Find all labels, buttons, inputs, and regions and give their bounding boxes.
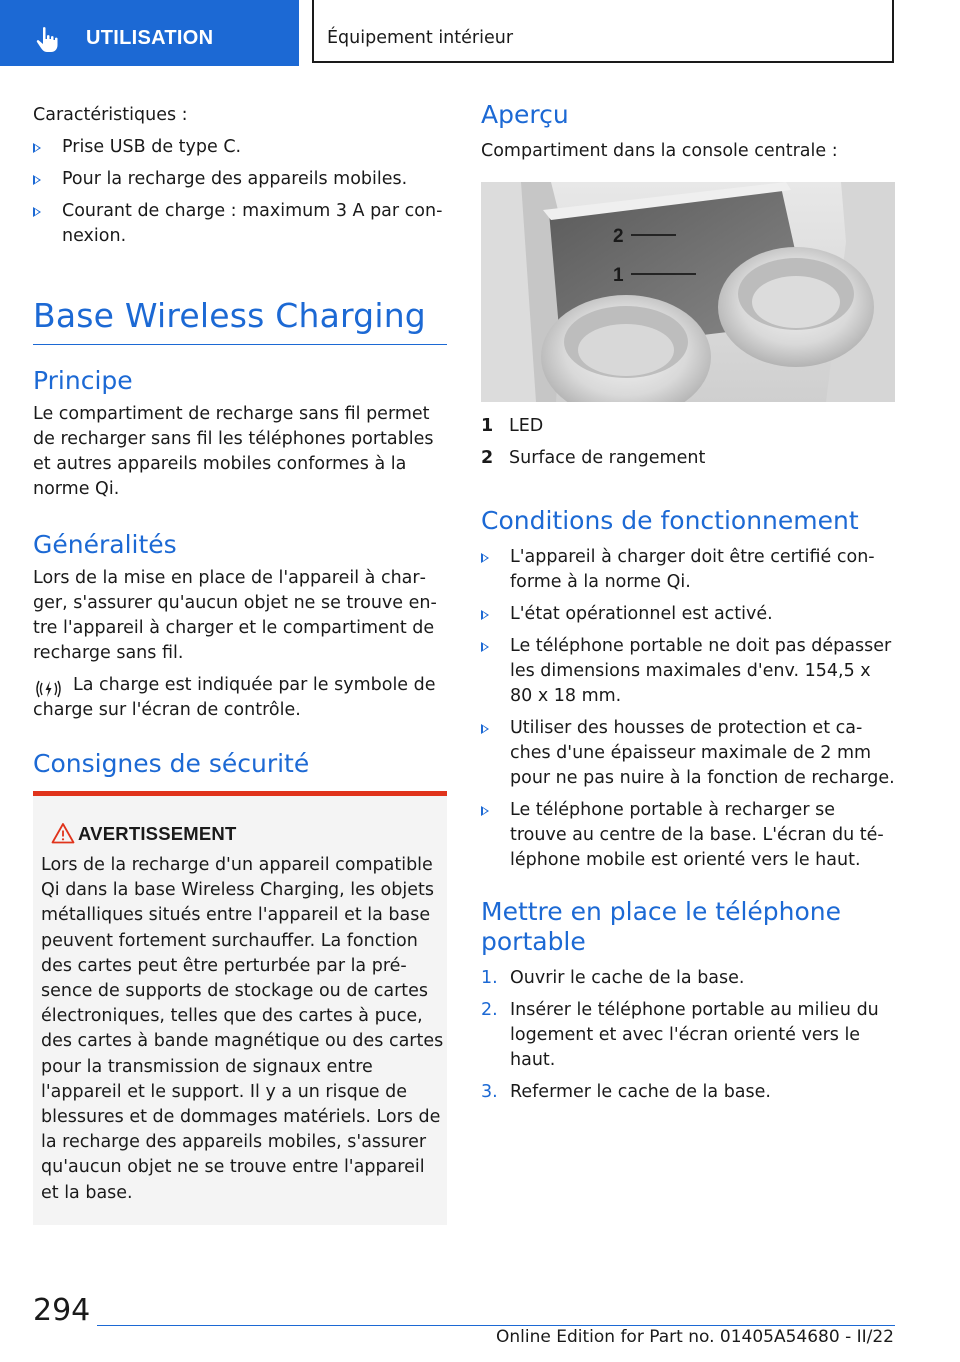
step-number: 1.: [481, 968, 498, 988]
principe-text: Le compartiment de recharge sans fil permet de recharger sans fil les téléphones portables et autres appareils mobiles conformes à la norme Qi.: [33, 404, 434, 499]
section-heading-wrapper: [33, 296, 447, 345]
page-number: 294: [33, 1293, 91, 1328]
step-number: 3.: [481, 1082, 498, 1102]
legend-number: 2: [481, 448, 494, 468]
placement-steps: [481, 966, 895, 1112]
step-number: 2.: [481, 1000, 498, 1020]
bullet-triangle-icon: [481, 724, 489, 734]
list-item: Prise USB de type C.: [33, 135, 447, 160]
conditions-heading: Conditions de fonctionnement: [481, 506, 859, 535]
chapter-tab[interactable]: [312, 0, 894, 63]
features-list: [33, 135, 447, 256]
list-item: Le téléphone portable ne doit pas dépasser les dimensions maximales d'env. 154,5 x 80 x 18 mm.: [481, 634, 895, 709]
photo-callout-2: 2: [613, 226, 624, 247]
section-label: UTILISATION: [86, 27, 214, 49]
charge-symbol-text: La charge est indiquée par le symbole de charge sur l'écran de contrôle.: [33, 675, 436, 720]
features-intro: Caractéristiques :: [33, 105, 188, 125]
wireless-charge-icon: [33, 678, 64, 700]
legend-number: 1: [481, 416, 494, 436]
console-compartment-photo: [481, 182, 895, 402]
apercu-text: Compartiment dans la console centrale :: [481, 141, 838, 161]
step-item: 1. Ouvrir le cache de la base.: [481, 966, 895, 991]
principe-heading: Principe: [33, 366, 133, 395]
step-item: 2. Insérer le téléphone portable au milieu du logement et avec l'écran orienté vers le haut.: [481, 1000, 879, 1070]
consignes-heading: Consignes de sécurité: [33, 749, 310, 778]
list-item: Utiliser des housses de protection et caches d'une épaisseur maximale de 2 mm pour ne pas nuire à la fonction de recharge.: [481, 716, 895, 791]
generalites-heading: Généralités: [33, 530, 177, 559]
list-item: Le téléphone portable à recharger se trouve au centre de la base. L'écran du téléphone mobile est orienté vers le haut.: [481, 798, 895, 873]
generalites-text: Lors de la mise en place de l'appareil à charger, s'assurer qu'aucun objet ne se trouve entre l'appareil à charger et le compartiment de recharge sans fil.: [33, 568, 437, 663]
list-item: Courant de charge : maximum 3 A par connexion.: [33, 199, 447, 249]
bullet-triangle-icon: [33, 175, 41, 185]
bullet-triangle-icon: [481, 642, 489, 652]
legend-label: Surface de rangement: [509, 448, 706, 468]
step-item: 3. Refermer le cache de la base.: [481, 1080, 895, 1105]
warning-text: Lors de la recharge d'un appareil compatible Qi dans la base Wireless Charging, les objets métalliques situés entre l'appareil et la base peuvent fortement surchauffer. La fonction des cartes peut être perturbée par la présence de supports de stockage ou de cartes électroniques, telles que des cartes à puce, des cartes à bande magnétique ou des cartes pour la transmission de signaux entre l'appareil et le support. Il y a un risque de blessures et de dommages matériels. Lors de la recharge des appareils mobiles, s'assurer qu'aucun objet ne se trouve entre l'appareil et la base.: [41, 855, 444, 1203]
legend-label: LED: [509, 416, 544, 436]
section-heading: Base Wireless Charging: [33, 296, 426, 335]
charge-symbol-paragraph: [33, 673, 443, 723]
bullet-triangle-icon: [481, 553, 489, 563]
hand-pointer-icon: [34, 26, 64, 54]
page-header: [0, 0, 960, 66]
bullet-triangle-icon: [33, 207, 41, 217]
footer-divider: [97, 1325, 895, 1326]
chapter-label: Équipement intérieur: [327, 28, 514, 48]
conditions-list: [481, 545, 895, 880]
edition-note: Online Edition for Part no. 01405A54680 - II/22: [495, 1327, 894, 1347]
bullet-triangle-icon: [481, 610, 489, 620]
apercu-heading: Aperçu: [481, 100, 569, 129]
section-tab[interactable]: [0, 0, 299, 66]
list-item: Pour la recharge des appareils mobiles.: [33, 167, 447, 192]
placement-heading: Mettre en place le téléphone portable: [481, 897, 842, 956]
list-item: L'état opérationnel est activé.: [481, 602, 895, 627]
photo-callout-1: 1: [613, 265, 624, 286]
list-item: L'appareil à charger doit être certifié conforme à la norme Qi.: [481, 545, 895, 595]
warning-triangle-icon: [51, 822, 75, 844]
warning-title: AVERTISSEMENT: [78, 823, 237, 844]
bullet-triangle-icon: [481, 806, 489, 816]
warning-box: [33, 791, 447, 1225]
bullet-triangle-icon: [33, 143, 41, 153]
